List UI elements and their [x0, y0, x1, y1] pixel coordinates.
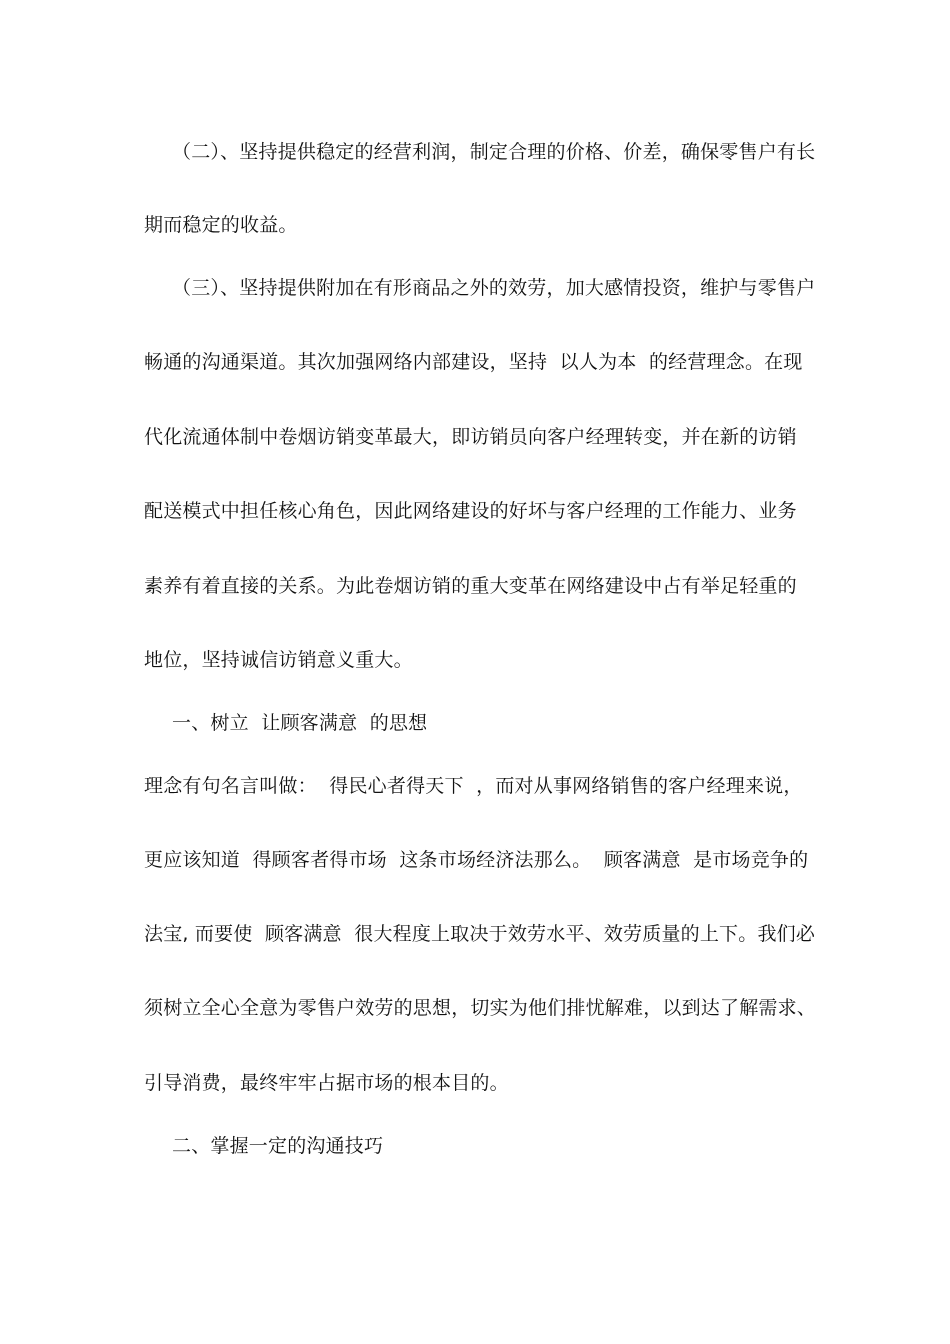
paragraph-line: 更应该知道 得顾客者得市场 这条市场经济法那么。 顾客满意 是市场竞争的 — [144, 849, 809, 871]
paragraph-line: 地位，坚持诚信访销意义重大。 — [144, 649, 413, 671]
paragraph-line: 须树立全心全意为零售户效劳的思想，切实为他们排忧解难，以到达了解需求、 — [144, 997, 817, 1019]
paragraph-line: 代化流通体制中卷烟访销变革最大，即访销员向客户经理转变，并在新的访销 — [144, 426, 797, 448]
paragraph-line: 理念有句名言叫做： 得民心者得天下 ，而对从事网络销售的客户经理来说， — [144, 775, 803, 797]
paragraph-line: 配送模式中担任核心角色，因此网络建设的好坏与客户经理的工作能力、业务 — [144, 500, 797, 522]
paragraph-line: 期而稳定的收益。 — [144, 214, 298, 236]
paragraph-line: 素养有着直接的关系。为此卷烟访销的重大变革在网络建设中占有举足轻重的 — [144, 575, 797, 597]
section-heading: 二、掌握一定的沟通技巧 — [172, 1135, 384, 1157]
paragraph-line: 畅通的沟通渠道。其次加强网络内部建设，坚持 以人为本 的经营理念。在现 — [144, 351, 803, 373]
paragraph-line: （二）、坚持提供稳定的经营利润，制定合理的价格、价差，确保零售户有长 — [172, 141, 816, 163]
paragraph-line: 引导消费，最终牢牢占据市场的根本目的。 — [144, 1072, 509, 1094]
paragraph-line: （三）、坚持提供附加在有形商品之外的效劳，加大感情投资，维护与零售户 — [172, 277, 816, 299]
section-heading: 一、树立 让顾客满意 的思想 — [172, 712, 428, 734]
paragraph-line: 法宝, 而要使 顾客满意 很大程度上取决于效劳水平、效劳质量的上下。我们必 — [144, 923, 816, 945]
